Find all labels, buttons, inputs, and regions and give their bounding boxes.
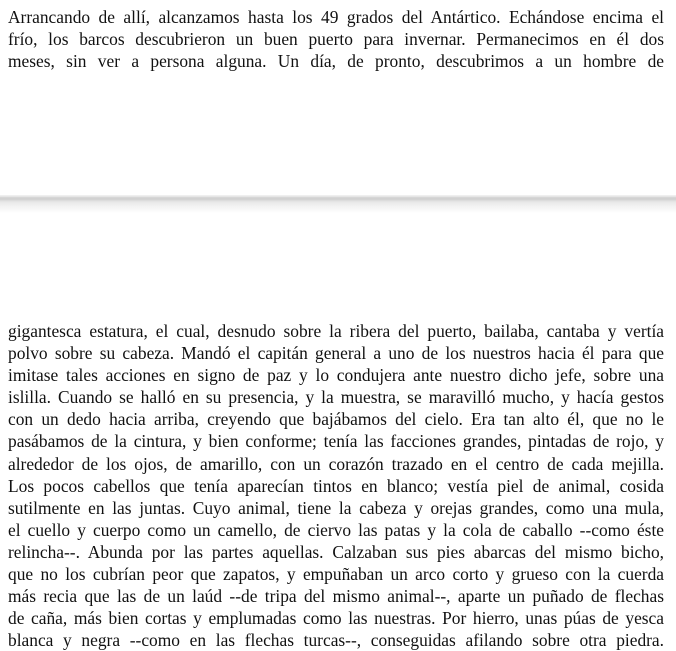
text-line: más recia que las de un laúd --de tripa del mismo animal--, aparte un puñado de flechas	[8, 586, 664, 607]
text-line: pasábamos de la cintura, y bien conforme; tenía las facciones grandes, pintadas de rojo, y	[8, 431, 664, 452]
text-line: el cuello y cuerpo como un camello, de ciervo las patas y la cola de caballo --como éste	[8, 519, 664, 540]
text-line: blanca y negra --como en las flechas turcas--, conseguidas afilando sobre otra piedra.	[8, 630, 664, 651]
text-line: alrededor de los ojos, de amarillo, con un corazón trazado en el centro de cada mejilla.	[8, 453, 664, 474]
text-line: polvo sobre su cabeza. Mandó el capitán general a uno de los nuestros hacia él para que	[8, 343, 664, 364]
text-line: gigantesca estatura, el cual, desnudo sobre la ribera del puerto, bailaba, cantaba y vertía	[8, 321, 664, 341]
page-separator	[0, 197, 676, 213]
text-line: Arrancando de allí, alcanzamos hasta los 49 grados del Antártico. Echándose encima el	[8, 7, 664, 27]
page-bottom-text	[8, 320, 664, 651]
text-line: frío, los barcos descubrieron un buen puerto para invernar. Permanecimos en él dos	[8, 29, 664, 50]
text-line: de caña, más bien cortas y emplumadas como las nuestras. Por hierro, unas púas de yesca	[8, 608, 664, 629]
text-line: relincha--. Abunda por las partes aquellas. Calzaban sus pies abarcas del mismo bicho,	[8, 541, 664, 562]
text-line: imitase tales acciones en signo de paz y lo condujera ante nuestro dicho jefe, sobre una	[8, 365, 664, 386]
page-top-text	[8, 6, 664, 72]
text-line: Los pocos cabellos que tenía aparecían tintos en blanco; vestía piel de animal, cosida	[8, 475, 664, 496]
text-line: islilla. Cuando se halló en su presencia, y la muestra, se maravilló mucho, y hacía gestos	[8, 387, 664, 408]
text-line: con un dedo hacia arriba, creyendo que bajábamos del cielo. Era tan alto él, que no le	[8, 409, 664, 430]
text-line: meses, sin ver a persona alguna. Un día, de pronto, descubrimos a un hombre de	[8, 51, 664, 72]
text-line: que no los cubrían peor que zapatos, y empuñaban un arco corto y grueso con la cuerda	[8, 564, 664, 585]
text-line: sutilmente en las juntas. Cuyo animal, tiene la cabeza y orejas grandes, como una mula,	[8, 497, 664, 518]
